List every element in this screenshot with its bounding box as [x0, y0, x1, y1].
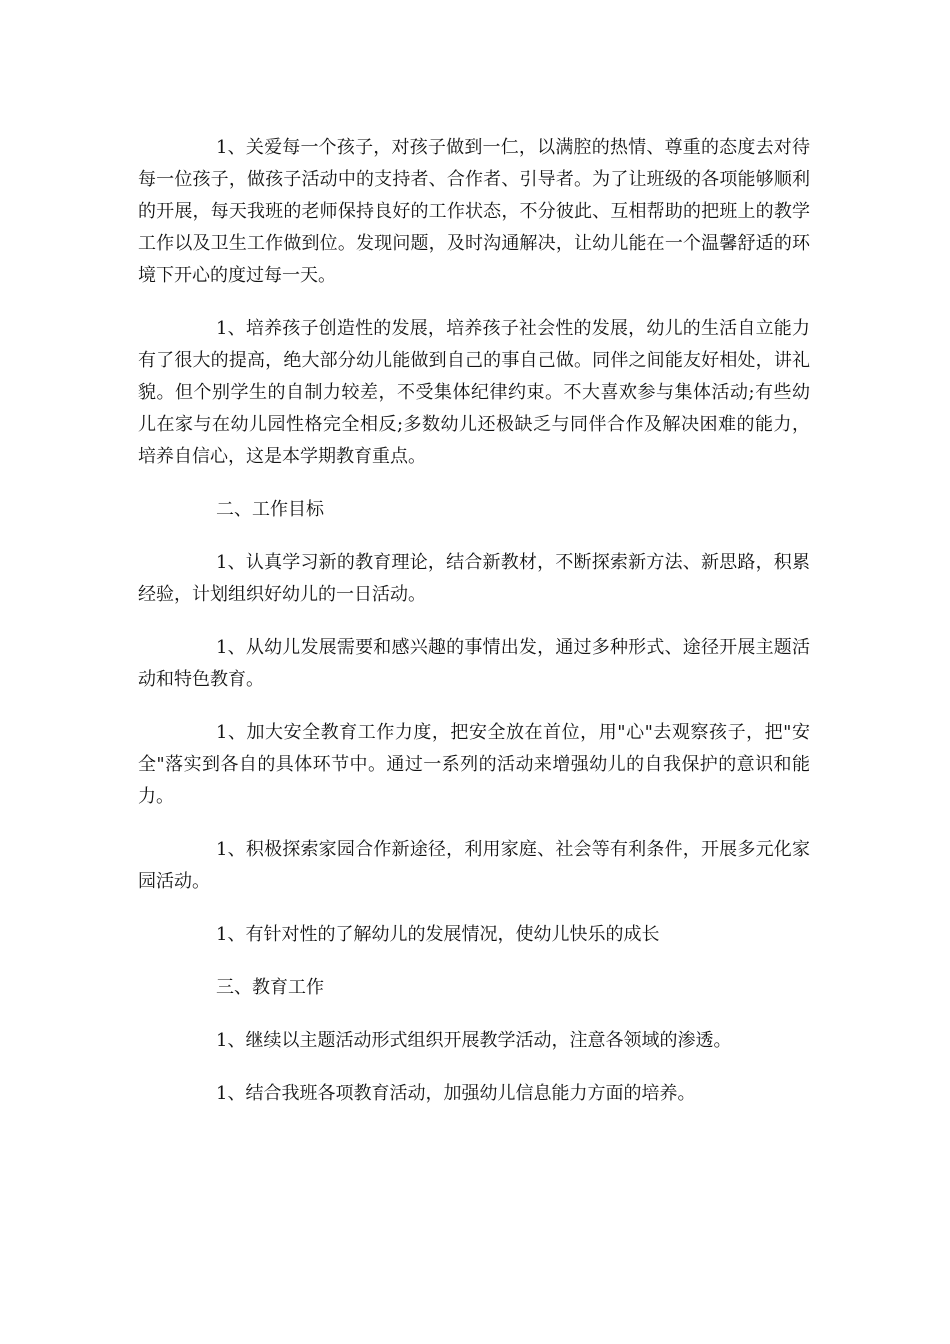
paragraph-information-ability: 1、结合我班各项教育活动，加强幼儿信息能力方面的培养。	[216, 1083, 696, 1104]
section-heading-work-goals: 二、工作目标	[216, 499, 324, 520]
paragraph-care-for-children: 1、关爱每一个孩子，对孩子做到一仁，以满腔的热情、尊重的态度去对待每一位孩子，做孩子活动中的支持者、合作者、引导者。为了让班级的各项能够顺利的开展，每天我班的老师保持良好的工作状态，不分彼此、互相帮助的把班上的教学工作以及卫生工作做到位。发现问题，及时沟通解决，让幼儿能在一个温馨舒适的环境下开心的度过每一天。	[138, 137, 810, 286]
paragraph-theme-teaching: 1、继续以主题活动形式组织开展教学活动，注意各领域的渗透。	[216, 1030, 732, 1051]
document-body	[138, 132, 810, 1131]
section-heading-education-work: 三、教育工作	[216, 977, 324, 998]
paragraph-home-school-cooperation: 1、积极探索家园合作新途径，利用家庭、社会等有利条件，开展多元化家园活动。	[138, 839, 810, 892]
paragraph-child-development: 1、培养孩子创造性的发展，培养孩子社会性的发展，幼儿的生活自立能力有了很大的提高，绝大部分幼儿能做到自己的事自己做。同伴之间能友好相处，讲礼貌。但个别学生的自制力较差，不受集体纪律约束。不大喜欢参与集体活动;有些幼儿在家与在幼儿园性格完全相反;多数幼儿还极缺乏与同伴合作及解决困难的能力，培养自信心，这是本学期教育重点。	[138, 318, 810, 467]
paragraph-theme-activities: 1、从幼儿发展需要和感兴趣的事情出发，通过多种形式、途径开展主题活动和特色教育。	[138, 637, 810, 690]
paragraph-targeted-understanding: 1、有针对性的了解幼儿的发展情况，使幼儿快乐的成长	[216, 924, 660, 945]
paragraph-study-theory: 1、认真学习新的教育理论，结合新教材，不断探索新方法、新思路，积累经验，计划组织好幼儿的一日活动。	[138, 552, 810, 605]
paragraph-safety-education: 1、加大安全教育工作力度，把安全放在首位，用"心"去观察孩子，把"安全"落实到各自的具体环节中。通过一系列的活动来增强幼儿的自我保护的意识和能力。	[138, 722, 810, 807]
